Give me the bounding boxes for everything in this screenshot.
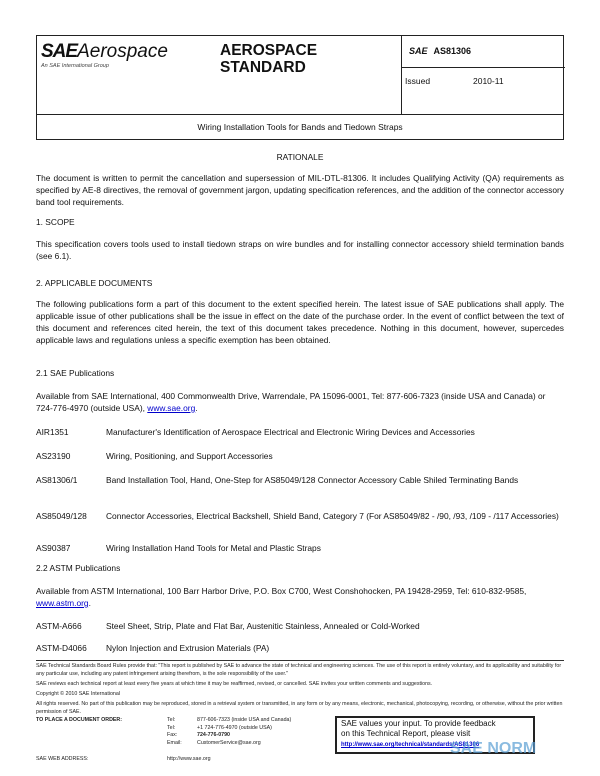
sae-norm-watermark: SAE NORM — [450, 740, 537, 757]
sae-link[interactable]: www.sae.org — [147, 403, 196, 413]
issued-date: 2010-11 — [473, 76, 504, 86]
issued-label: Issued — [405, 76, 431, 86]
divider — [37, 114, 563, 115]
applicable-text: The following publications form a part of this document to the extent specified herein. The latest issue of SAE publications shall apply. The applicable issue of other publications shall be the issue in effect on the date of the purchase order. In the event of conflict between the text of this document and references cited herein, the text of this document takes precedence. Nothing in this document, however, supercedes applicable laws and regulations unless a specific exemption has been obtained. — [36, 299, 564, 345]
sae-pubs-text: Available from SAE International, 400 Commonwealth Drive, Warrendale, PA 15096-0001, Tel: 877-606-7323 (inside USA and Canada) or 724-776-4970 (outside USA), www.sae.org. — [36, 391, 546, 413]
feedback-box: SAE values your input. To provide feedback on this Technical Report, please visit http://www.sae.org/technical/standards/AS81306 — [335, 716, 535, 754]
standard-type: AEROSPACE STANDARD — [220, 42, 318, 76]
scope-text: This specification covers tools used to install tiedown straps on wire bundles and for installing connector accessory shield termination bands (see 6.1). — [36, 239, 564, 261]
order-contacts: Tel: 877-606-7323 (inside USA and Canada) Tel: +1 724-776-4970 (outside USA) Fax: 724-776-0790 Email: CustomerService@sae.org — [167, 717, 292, 746]
scope-heading: 1. SCOPE — [36, 217, 75, 227]
divider — [401, 36, 402, 114]
document-title: Wiring Installation Tools for Bands and Tiedown Straps — [197, 122, 403, 132]
footer-divider — [36, 660, 564, 661]
web-address: http://www.sae.org — [167, 756, 211, 762]
rationale-heading: RATIONALE — [276, 152, 324, 162]
footer-review: SAE reviews each technical report at least every five years at which time it may be reaffirmed, revised, or cancelled. SAE invites your written comments and suggestions. — [36, 681, 433, 687]
web-label: SAE WEB ADDRESS: — [36, 756, 89, 762]
footer-rules: SAE Technical Standards Board Rules provide that: "This report is published by SAE to advance the state of technical and engineering sciences. The use of this report is entirely voluntary, and its applicability and suitability for any particular use, including any patent infringement arising therefrom, is the sole responsibility of the user." — [36, 663, 562, 677]
feedback-link[interactable]: http://www.sae.org/technical/standards/AS81306 — [341, 742, 480, 748]
astm-link[interactable]: www.astm.org — [36, 598, 89, 608]
order-label: TO PLACE A DOCUMENT ORDER: — [36, 717, 123, 723]
rationale-text: The document is written to permit the cancellation and supersession of MIL-DTL-81306. It includes Qualifying Activity (QA) requirements as specified by AE-8 directives, the removal of government jargon, updating specification references, and the addition of the connector accessory band tool requirements. — [36, 173, 564, 207]
divider — [401, 67, 565, 68]
astm-pubs-text: Available from ASTM International, 100 Barr Harbor Drive, P.O. Box C700, West Conshohocken, PA 19428-2959, Tel: 610-832-9585, www.astm.org. — [36, 586, 527, 608]
document-header — [36, 35, 564, 140]
footer-copyright: Copyright © 2010 SAE International — [36, 691, 120, 697]
footer-rights: All rights reserved. No part of this publication may be reproduced, stored in a retrieval system or transmitted, in any form or by any means, electronic, mechanical, photocopying, recording, or otherwise, without the prior written permission of SAE. — [36, 701, 563, 715]
document-number: SAE AS81306 — [409, 46, 472, 56]
applicable-heading: 2. APPLICABLE DOCUMENTS — [36, 278, 153, 288]
sae-aerospace-logo: SAEAerospace An SAE International Group — [41, 41, 168, 69]
sae-pubs-heading: 2.1 SAE Publications — [36, 368, 115, 378]
astm-pubs-heading: 2.2 ASTM Publications — [36, 563, 121, 573]
